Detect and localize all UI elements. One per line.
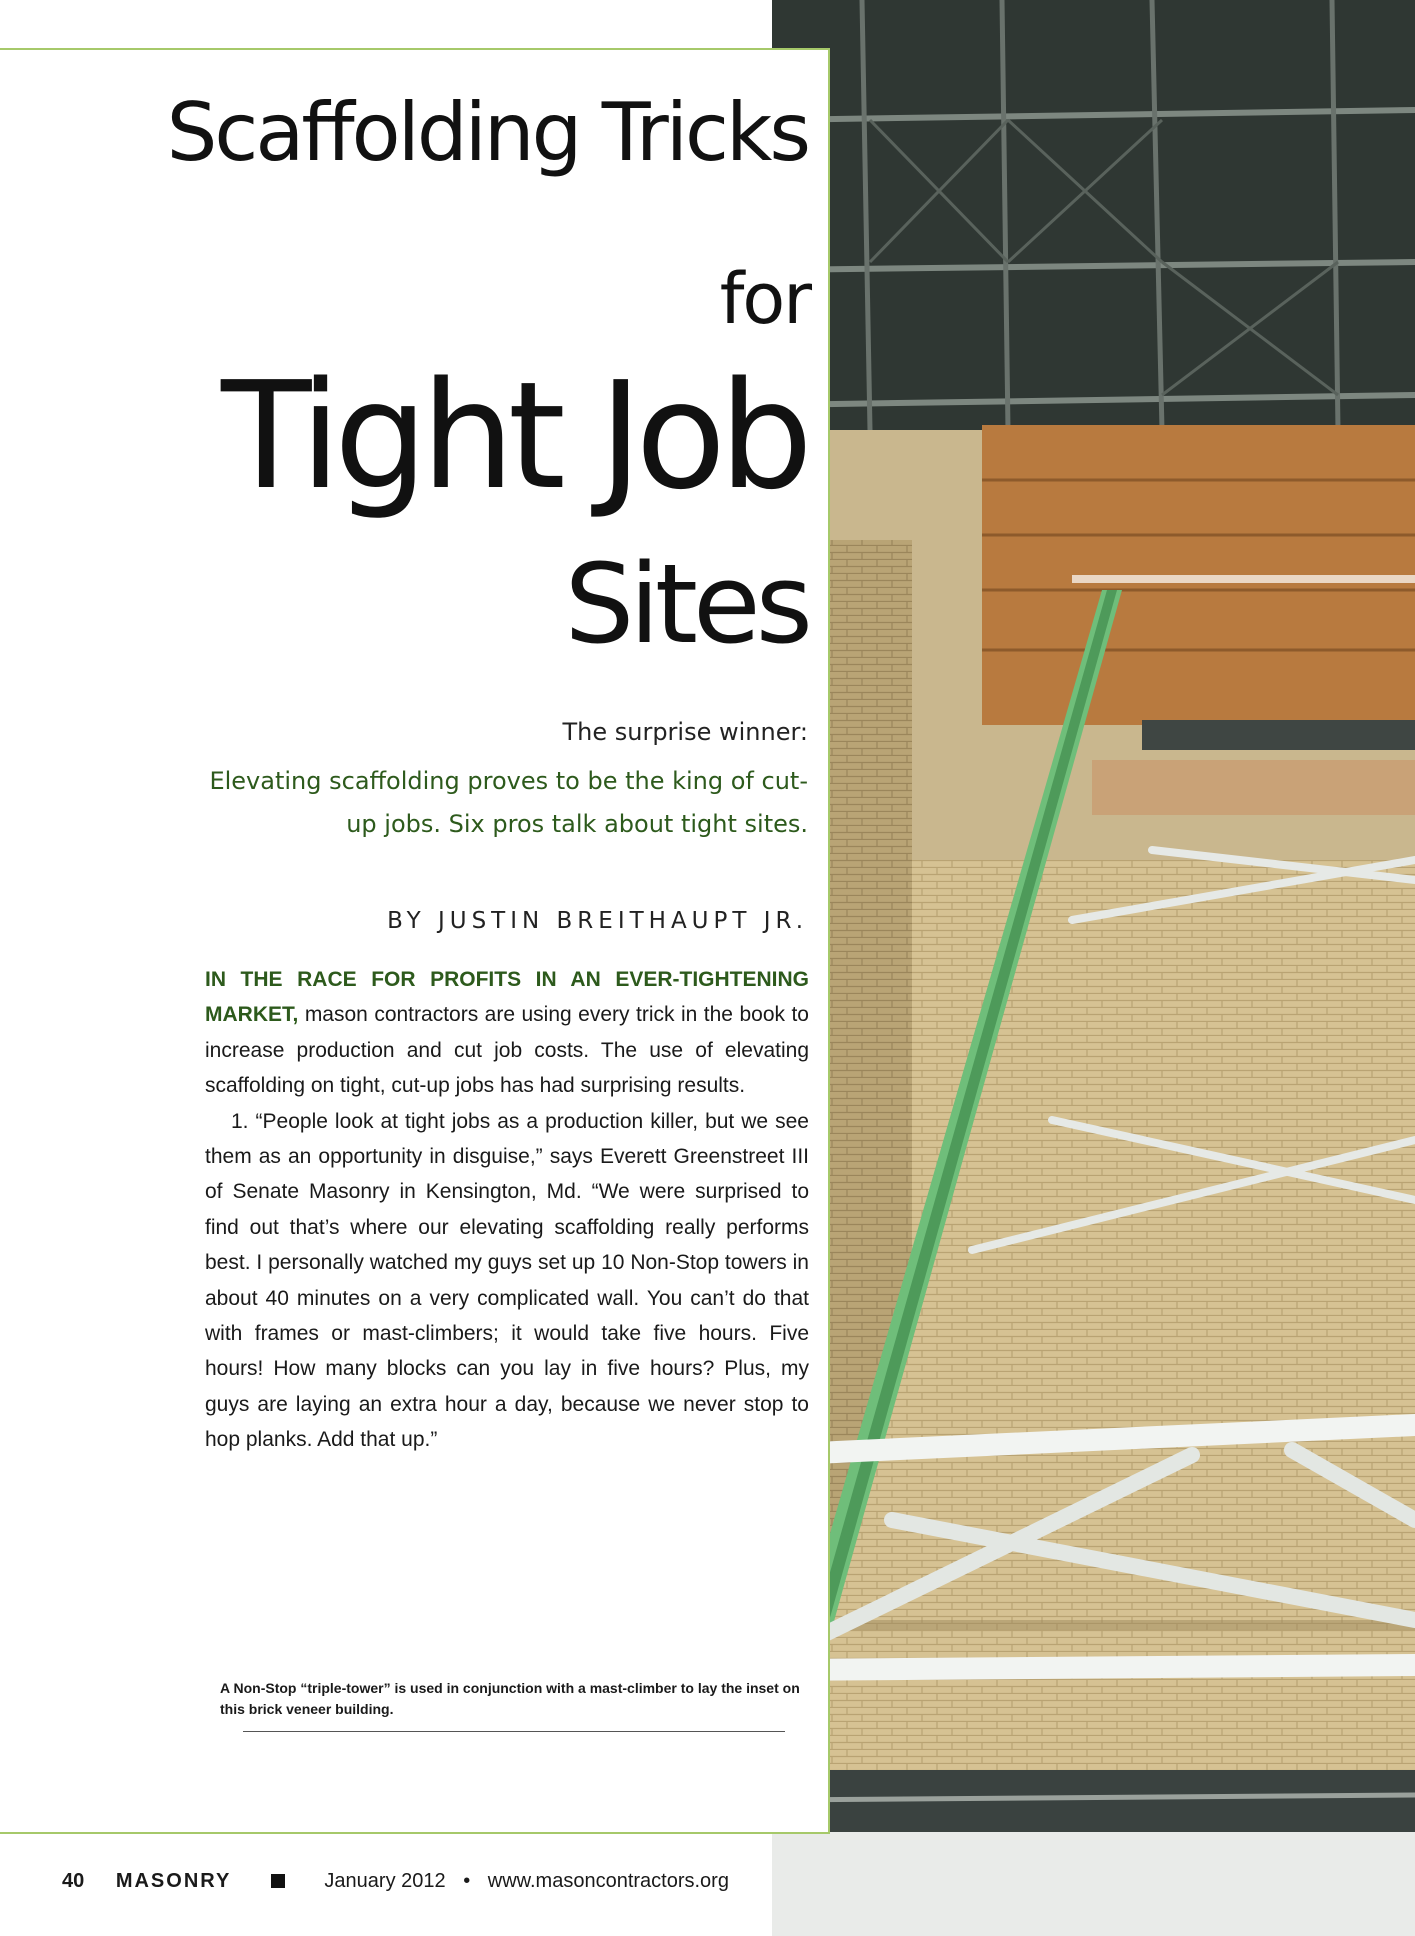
deck: Elevating scaffolding proves to be the king of cut-up jobs. Six pros talk about tight sites. bbox=[209, 767, 808, 838]
page-number: 40 bbox=[62, 1870, 85, 1892]
headline-line-3: Tight Job bbox=[221, 350, 806, 522]
paragraph-2: 1. “People look at tight jobs as a production killer, but we see them as an opportunity in disguise,” says Everett Greenstreet III of Senate Masonry in Kensington, Md. “We were surprised to find out that’s where our elevating scaffolding really performs best. I personally watched my guys set up 10 Non-Stop towers in about 40 minutes on a very complicated wall. You can’t do that with frames or mast-climbers; it would take five hours. Five hours! How many blocks can you lay in five hours? Plus, my guys are laying an extra hour a day, because we never stop to hop planks. Add that up.” bbox=[205, 1109, 809, 1452]
page-footer bbox=[62, 1870, 729, 1893]
caption-rule bbox=[243, 1731, 785, 1732]
paragraph-1 bbox=[205, 962, 809, 1104]
byline: BY JUSTIN BREITHAUPT JR. bbox=[387, 908, 808, 934]
issue-date: January 2012 bbox=[324, 1870, 446, 1892]
headline-line-1: Scaffolding Tricks bbox=[166, 86, 808, 179]
paragraph-1-text: mason contractors are using every trick in the book to increase production and cut job costs. The use of elevating scaffolding on tight, cut-up jobs has had surprising results. bbox=[205, 1003, 809, 1098]
footer-bullet: • bbox=[463, 1870, 471, 1892]
lead-in: IN THE RACE FOR PROFITS IN AN EVER-TIGHTENING MARKET, bbox=[205, 968, 809, 1027]
deck-lead: The surprise winner: bbox=[562, 718, 808, 746]
article-panel bbox=[0, 48, 830, 1834]
article-body bbox=[205, 962, 809, 1458]
square-bullet-icon bbox=[271, 1874, 285, 1888]
magazine-name: MASONRY bbox=[115, 1870, 232, 1892]
scaffolding-photo bbox=[772, 0, 1415, 1936]
headline-line-4: Sites bbox=[564, 540, 808, 668]
photo-caption: A Non-Stop “triple-tower” is used in conjunction with a mast-climber to lay the inset on this brick veneer building. bbox=[220, 1680, 800, 1717]
headline-line-2: for bbox=[719, 258, 810, 340]
website-url: www.masoncontractors.org bbox=[487, 1870, 729, 1892]
